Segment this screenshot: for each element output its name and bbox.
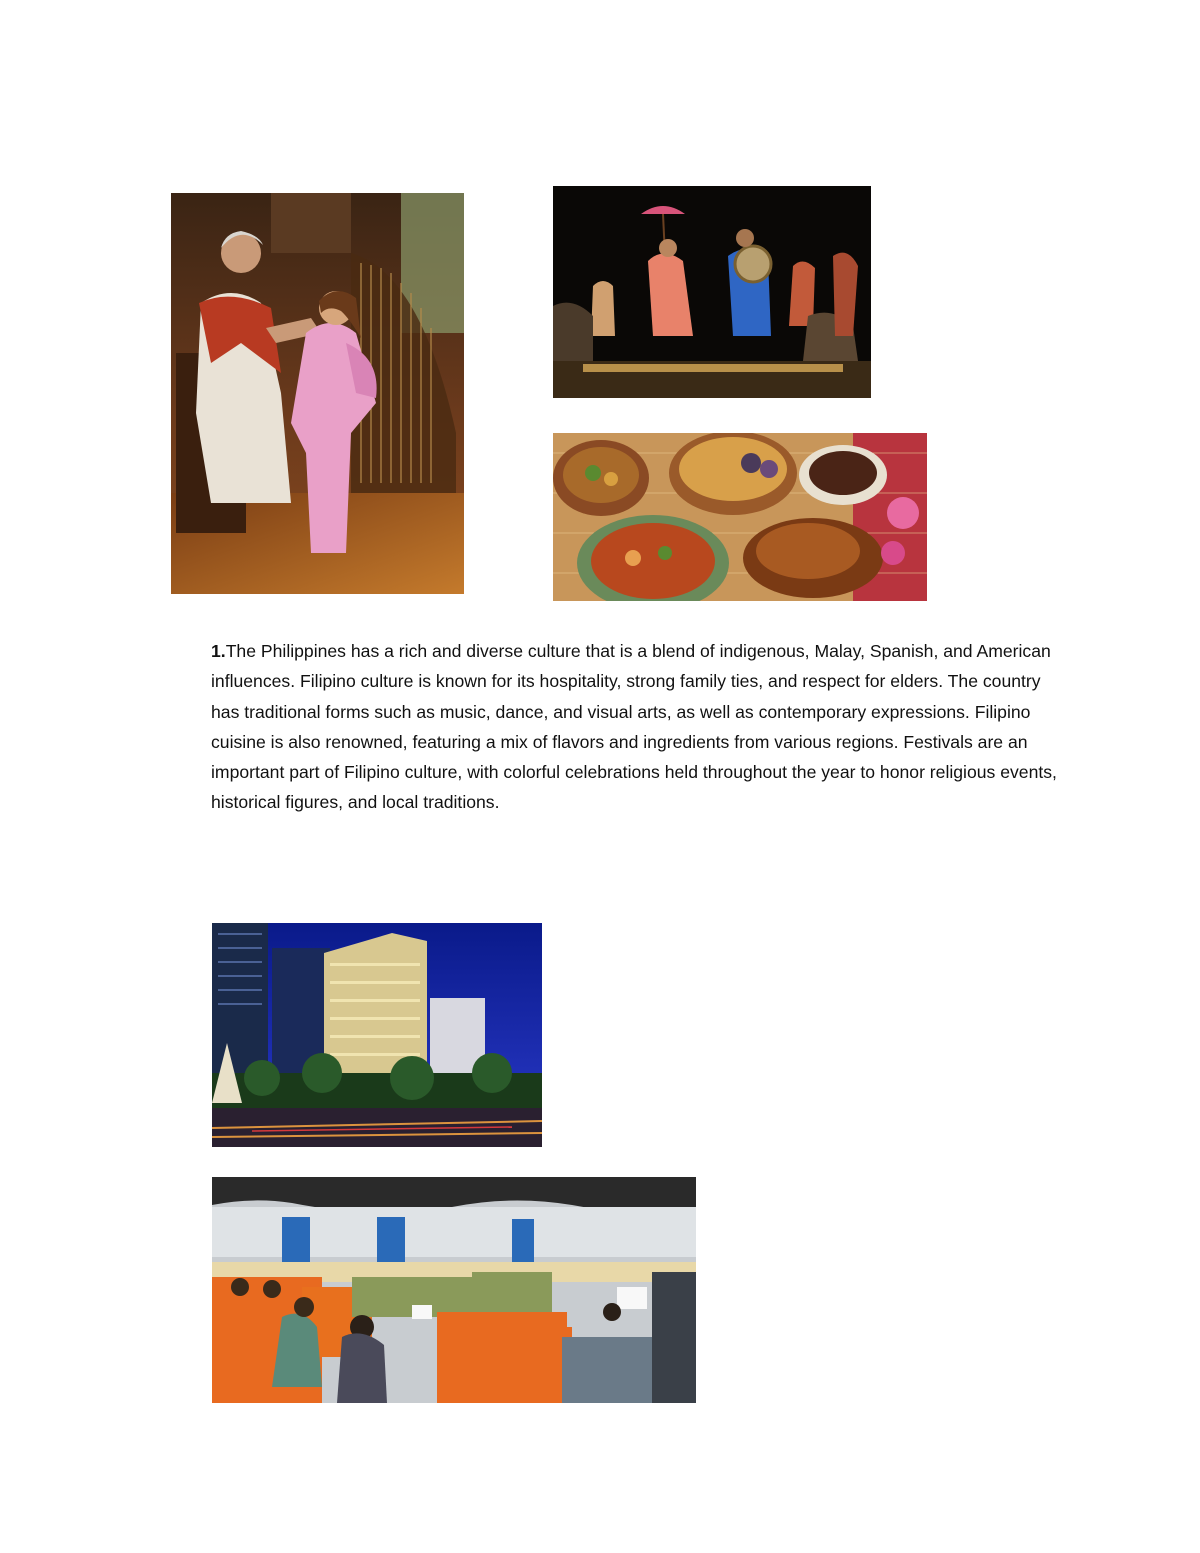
- blessing-painting-image: [171, 193, 464, 594]
- paragraph-text: The Philippines has a rich and diverse culture that is a blend of indigenous, Malay, Spanish, and American influences. Filipino culture is known for its hospitality, strong family ties, and respect for elders. The country has traditional forms such as music, dance, and visual arts, as well as contemporary expressions. Filipino cuisine is also renowned, featuring a mix of flavors and ingredients from various regions. Festivals are an important part of Filipino culture, with colorful celebrations held throughout the year to honor religious events, historical figures, and local traditions.: [211, 641, 1057, 813]
- folk-dance-photo-image: [553, 186, 871, 398]
- paragraph-number: 1.: [211, 641, 226, 661]
- call-center-office-image: [212, 1177, 696, 1403]
- filipino-food-photo-image: [553, 433, 927, 601]
- body-paragraph: [211, 636, 1071, 818]
- city-night-skyline-image: [212, 923, 542, 1147]
